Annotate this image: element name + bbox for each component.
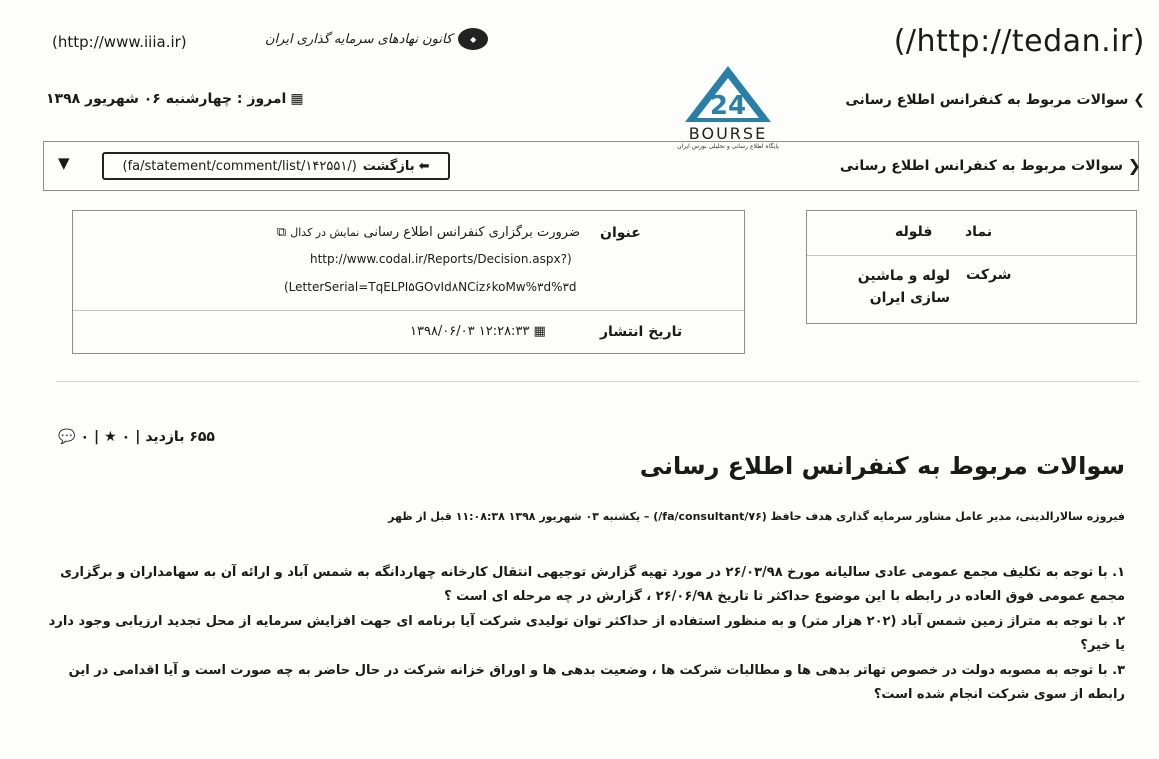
iiia-logo	[265, 28, 488, 50]
codal-link-label: نمایش در کدال	[290, 226, 360, 239]
calendar-icon: ▦	[290, 91, 304, 107]
stars-count: ۰	[121, 429, 131, 445]
bourse24-emblem-icon	[683, 64, 773, 124]
divider	[73, 310, 744, 311]
header-title[interactable]	[845, 92, 1145, 108]
symbol-label: نماد	[965, 224, 993, 240]
publish-date-label: تاریخ انتشار	[600, 324, 683, 340]
author-line: فیروزه سالارالدینی، مدیر عامل مشاور سرمایه گذاری هدف حافظ (fa/consultant/۷۶/) – یکشنبه ۰۳ شهریور ۱۳۹۸ ۱۱:۰۸:۳۸ قبل از ظهر	[388, 510, 1125, 523]
iiia-emblem-icon: ◆	[458, 28, 488, 50]
question-1: ۱. با توجه به تکلیف مجمع عمومی عادی سالیانه مورخ ۲۶/۰۳/۹۸ در مورد تهیه گزارش توجیهی انتقال کارخانه چهاردانگه به شمس آباد و ارائه آن به سهامداران و برگزاری مجمع عمومی فوق العاده در رابطه با این موضوع حداکثر تا تاریخ ۲۶/۰۶/۹۸ ، گزارش در چه مرحله ای است ؟	[60, 565, 1125, 604]
back-label: بازگشت	[362, 158, 415, 174]
question-2: ۲. با توجه به متراژ زمین شمس آباد (۲۰۲ هزار متر) و به منظور استفاده از حداکثر توان تولیدی شرکت آیا برنامه ای جهت افزایش سرمایه از محل تجدید ارزیابی وجود دارد یا خیر؟	[48, 614, 1125, 653]
star-icon[interactable]: ★	[104, 429, 117, 445]
question-3: ۳. با توجه به مصوبه دولت در خصوص تهاتر بدهی ها و مطالبات شرکت ها ، وضعیت بدهی ها و اوراق خزانه شرکت در حال حاضر به چه صورت است و آیا اقدامی در این رابطه از سوی شرکت انجام شده است؟	[68, 663, 1125, 702]
today-date-text: امروز : چهارشنبه ۰۶ شهریور ۱۳۹۸	[46, 91, 287, 107]
nav-title: سوالات مربوط به کنفرانس اطلاع رسانی	[839, 158, 1123, 174]
subject-label: عنوان	[600, 225, 641, 241]
post-stats: 💬 ۰ | ★ ۰ | ۶۵۵ بازدید	[58, 429, 215, 445]
svg-text:24: 24	[709, 91, 747, 121]
symbol-value[interactable]: فلوله	[895, 224, 933, 240]
bourse-tagline: پایگاه اطلاع رسانی و تحلیلی بورس ایران	[677, 143, 779, 150]
publish-date-text: ۱۳۹۸/۰۶/۰۳ ۱۲:۲۸:۳۳	[410, 324, 530, 339]
chevron-right-icon[interactable]: ❯	[1127, 156, 1141, 175]
company-label: شرکت	[966, 267, 1012, 283]
divider	[807, 255, 1136, 256]
chevron-right-icon: ❯	[1133, 92, 1145, 108]
arrow-left-icon: ⬅	[418, 158, 430, 174]
comments-count: ۰	[80, 429, 89, 445]
today-date	[46, 91, 304, 107]
iiia-url[interactable]: (http://www.iiia.ir)	[52, 33, 187, 51]
subject-text: ضرورت برگزاری کنفرانس اطلاع رسانی	[363, 225, 580, 240]
back-path: (fa/statement/comment/list/۱۴۲۵۵۱/)	[122, 158, 357, 174]
back-button[interactable]	[102, 152, 450, 180]
subject-url-line2[interactable]: (LetterSerial=TqELPI۵GOvId۸NCiz۶koMw%۳d%۳d	[284, 280, 577, 294]
section-divider	[56, 381, 1139, 382]
external-link-icon: ⧉	[276, 225, 287, 240]
subject-url-line1[interactable]: http://www.codal.ir/Reports/Decision.aspx?)	[310, 252, 572, 266]
subject-link[interactable]	[240, 225, 580, 240]
calendar-icon: ▦	[533, 324, 546, 339]
visits-count: ۶۵۵ بازدید	[145, 429, 215, 445]
page-title: سوالات مربوط به کنفرانس اطلاع رسانی	[639, 452, 1125, 480]
iiia-logo-text: کانون نهادهای سرمایه گذاری ایران	[265, 31, 453, 47]
comments-icon[interactable]: 💬	[58, 429, 76, 445]
company-value[interactable]: لوله و ماشین سازی ایران	[857, 268, 950, 306]
header-title-text: سوالات مربوط به کنفرانس اطلاع رسانی	[845, 92, 1129, 108]
chevron-down-icon[interactable]: ▼	[58, 154, 70, 172]
tedan-url[interactable]: (/http://tedan.ir)	[893, 24, 1145, 59]
publish-date-value	[410, 324, 546, 339]
bourse24-logo	[668, 64, 788, 150]
bourse-wordmark: BOURSE	[688, 124, 768, 143]
